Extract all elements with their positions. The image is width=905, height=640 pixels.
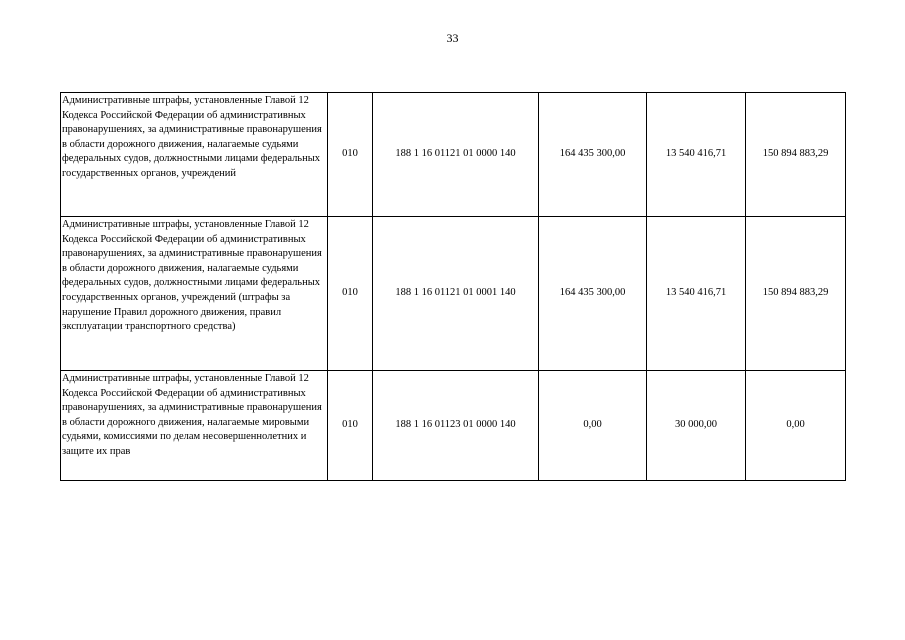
row-value2-cell: 13 540 416,71 bbox=[647, 217, 746, 371]
row-kbk-cell: 188 1 16 01121 01 0000 140 bbox=[373, 93, 539, 217]
table-row bbox=[61, 371, 846, 481]
table-row bbox=[61, 217, 846, 371]
row-value1-cell: 0,00 bbox=[539, 371, 647, 481]
row-value3-cell: 150 894 883,29 bbox=[746, 93, 846, 217]
row-value1-cell: 164 435 300,00 bbox=[539, 93, 647, 217]
revenue-table bbox=[60, 92, 846, 481]
row-code-cell: 010 bbox=[328, 93, 373, 217]
row-kbk-cell: 188 1 16 01123 01 0000 140 bbox=[373, 371, 539, 481]
row-value3-cell: 150 894 883,29 bbox=[746, 217, 846, 371]
table-row bbox=[61, 93, 846, 217]
row-value2-cell: 30 000,00 bbox=[647, 371, 746, 481]
row-value1-cell: 164 435 300,00 bbox=[539, 217, 647, 371]
row-code-cell: 010 bbox=[328, 217, 373, 371]
row-name-cell: Административные штрафы, установленные Главой 12 Кодекса Российской Федерации об административных правонарушениях, за административные правонарушения в области дорожного движения, налагаемые судьями федеральных судов, должностными лицами федеральных государственных органов, учреждений bbox=[61, 93, 328, 217]
row-code-cell: 010 bbox=[328, 371, 373, 481]
row-value2-cell: 13 540 416,71 bbox=[647, 93, 746, 217]
row-name-cell: Административные штрафы, установленные Главой 12 Кодекса Российской Федерации об административных правонарушениях, за административные правонарушения в области дорожного движения, налагаемые мировыми судьями, комиссиями по делам несовершеннолетних и защите их прав bbox=[61, 371, 328, 481]
row-name-cell: Административные штрафы, установленные Главой 12 Кодекса Российской Федерации об административных правонарушениях, за административные правонарушения в области дорожного движения, налагаемые судьями федеральных судов, должностными лицами федеральных государственных органов, учреждений (штрафы за нарушение Правил дорожного движения, правил эксплуатации транспортного средства) bbox=[61, 217, 328, 371]
row-value3-cell: 0,00 bbox=[746, 371, 846, 481]
row-kbk-cell: 188 1 16 01121 01 0001 140 bbox=[373, 217, 539, 371]
page-number: 33 bbox=[446, 31, 459, 45]
